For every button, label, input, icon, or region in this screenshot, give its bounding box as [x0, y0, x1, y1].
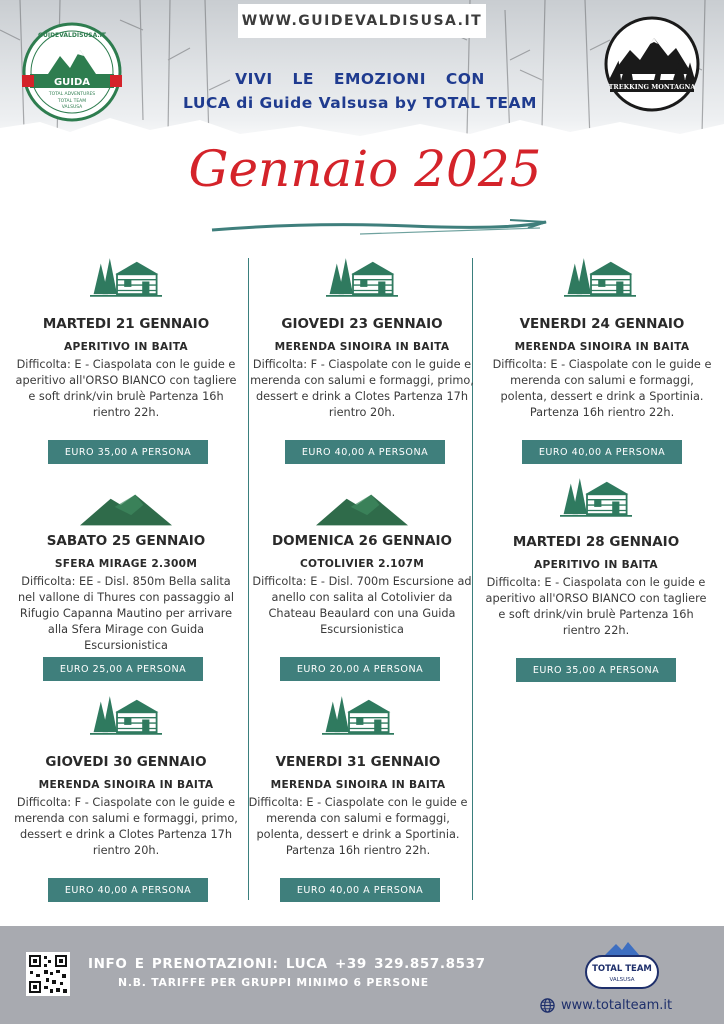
mountain-icon	[80, 492, 172, 528]
website-url-box	[238, 4, 486, 38]
event-description: Difficolta: E - Ciaspolate con le guide e merenda con salumi e formaggi, polenta, dessert e drink a Sportinia. Partenza 16h rientro 22h.	[248, 796, 468, 857]
event-card	[250, 316, 474, 421]
logo-sub-3: VALSUSA	[61, 105, 83, 110]
total-team-website[interactable]	[540, 998, 672, 1013]
logo-sub-2: TOTAL TEAM	[57, 99, 87, 104]
event-title: APERITIVO IN BAITA	[534, 559, 658, 571]
event-date: SABATO 25 GENNAIO	[46, 533, 206, 549]
contact-info: INFO E PRENOTAZIONI: LUCA +39 329.857.8537	[88, 956, 486, 972]
event-price-button[interactable]: EURO 25,00 A PERSONA	[43, 657, 203, 681]
event-price-button[interactable]: EURO 35,00 A PERSONA	[516, 658, 676, 682]
tagline-line-2: LUCA di Guide Valsusa by TOTAL TEAM	[183, 94, 537, 112]
event-date: DOMENICA 26 GENNAIO	[271, 533, 453, 549]
event-date: VENERDI 31 GENNAIO	[275, 754, 441, 770]
event-title: MERENDA SINOIRA IN BAITA	[270, 779, 446, 791]
cabin-icon	[326, 254, 398, 300]
event-price-button[interactable]: EURO 40,00 A PERSONA	[285, 440, 445, 464]
cabin-icon	[322, 692, 394, 738]
event-date: GIOVEDI 23 GENNAIO	[281, 316, 443, 332]
event-title: COTOLIVIER 2.107M	[299, 558, 425, 570]
event-date: MARTEDI 21 GENNAIO	[42, 316, 210, 332]
event-title: APERITIVO IN BAITA	[64, 341, 188, 353]
event-description: Difficolta: E - Ciaspolata con le guide e aperitivo all'ORSO BIANCO con tagliere e soft drink/vin brulè Partenza 16h rientro 22h.	[15, 358, 237, 419]
guide-valdisusa-logo	[22, 22, 122, 122]
event-description: Difficolta: E - Disl. 700m Escursione ad anello con salita al Cotolivier da Chateau Beaulard con una Guida Escursionistica	[252, 575, 472, 636]
event-card	[14, 316, 238, 421]
event-card	[250, 533, 474, 638]
footer	[0, 926, 724, 1024]
event-description: Difficolta: E - Ciaspolata con le guide e aperitivo all'ORSO BIANCO con tagliere e soft drink/vin brulè Partenza 16h rientro 22h.	[485, 576, 707, 637]
event-price-button[interactable]: EURO 40,00 A PERSONA	[280, 878, 440, 902]
event-date: MARTEDI 28 GENNAIO	[512, 534, 680, 550]
cabin-icon	[90, 692, 162, 738]
event-description: Difficolta: F - Ciaspolate con le guide e merenda con salumi e formaggi, primo, dessert e drink a Clotes Partenza 17h rientro 20h.	[250, 358, 474, 419]
cabin-icon	[564, 254, 636, 300]
event-title: MERENDA SINOIRA IN BAITA	[38, 779, 214, 791]
event-card	[14, 533, 238, 654]
event-title: MERENDA SINOIRA IN BAITA	[274, 341, 450, 353]
mountain-icon	[316, 492, 408, 528]
total-team-website-link[interactable]: www.totalteam.it	[561, 998, 673, 1013]
event-card	[490, 316, 714, 421]
logo-name: GUIDA	[53, 77, 91, 88]
event-card	[484, 534, 708, 639]
event-description: Difficolta: EE - Disl. 850m Bella salita nel vallone di Thures con passaggio al Rifugio Capanna Mautino per arrivare alla Sfera Mirage con Guida Escursionistica	[18, 575, 234, 652]
event-title: SFERA MIRAGE 2.300M	[54, 558, 198, 570]
event-card	[246, 754, 470, 859]
cabin-icon	[560, 474, 632, 520]
event-price-button[interactable]: EURO 35,00 A PERSONA	[48, 440, 208, 464]
total-team-logo	[582, 936, 662, 998]
tt-logo-line-2: VALSUSA	[609, 977, 635, 983]
event-price-button[interactable]: EURO 20,00 A PERSONA	[280, 657, 440, 681]
title-flourish	[210, 216, 550, 238]
globe-icon	[540, 998, 555, 1013]
website-url[interactable]: WWW.GUIDEVALDISUSA.IT	[241, 13, 483, 29]
event-price-button[interactable]: EURO 40,00 A PERSONA	[48, 878, 208, 902]
trekking-montagna-logo	[604, 16, 700, 112]
event-price-button[interactable]: EURO 40,00 A PERSONA	[522, 440, 682, 464]
logo-trek-text: TREKKING MONTAGNA	[608, 83, 696, 91]
logo-sub-1: TOTAL ADVENTURES	[48, 92, 96, 97]
tt-logo-line-1: TOTAL TEAM	[592, 964, 652, 974]
qr-code-icon[interactable]	[26, 952, 70, 996]
event-description: Difficolta: F - Ciaspolate con le guide e merenda con salumi e formaggi, primo, dessert e drink a Clotes Partenza 17h rientro 20h.	[14, 796, 238, 857]
group-rate-note: N.B. TARIFFE PER GRUPPI MINIMO 6 PERSONE	[118, 976, 429, 989]
event-title: MERENDA SINOIRA IN BAITA	[514, 341, 690, 353]
event-date: VENERDI 24 GENNAIO	[519, 316, 685, 332]
cabin-icon	[90, 254, 162, 300]
event-card	[14, 754, 238, 859]
logo-arc-text: GUIDEVALDISUSA.IT	[38, 32, 106, 39]
event-date: GIOVEDI 30 GENNAIO	[45, 754, 207, 770]
tagline-line-1: VIVI LE EMOZIONI CON	[235, 70, 485, 88]
page-title: Gennaio 2025	[188, 140, 542, 198]
event-description: Difficolta: E - Ciaspolate con le guide e merenda con salumi e formaggi, polenta, dessert e drink a Sportinia. Partenza 16h rientro 22h.	[492, 358, 712, 419]
header-banner	[0, 0, 724, 150]
